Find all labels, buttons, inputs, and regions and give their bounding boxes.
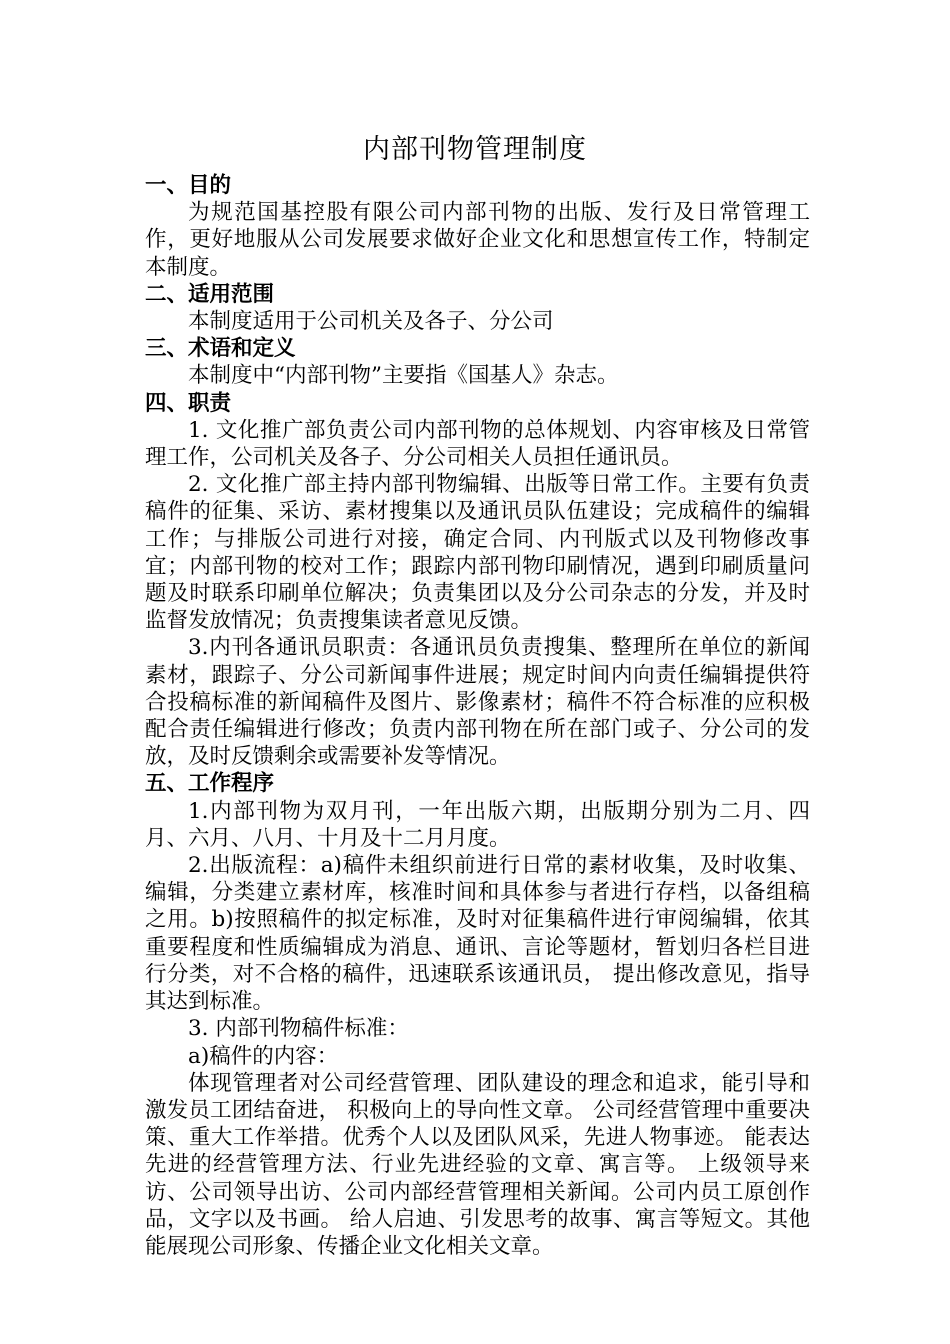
section-purpose — [145, 172, 810, 281]
section-heading: 三、术语和定义 — [145, 336, 296, 362]
section-scope — [145, 281, 810, 335]
section-paragraph: 3. 内部刊物稿件标准： — [188, 1016, 409, 1042]
section-procedure — [145, 770, 810, 1260]
section-paragraph: 2. 文化推广部主持内部刊物编辑、出版等日常工作。主要有负责稿件的征集、采访、素材搜集以及通讯员队伍建设；完成稿件的编辑工作；与排版公司进行对接，确定合同、内刊版式以及刊物修改事宜；内部刊物的校对工作；跟踪内部刊物印刷情况，遇到印刷质量问题及时联系印刷单位解决；负责集团以及分公司杂志的分发，并及时监督发放情况；负责搜集读者意见反馈。 — [145, 472, 810, 634]
section-paragraph: 1. 文化推广部负责公司内部刊物的总体规划、内容审核及日常管理工作，公司机关及各子、分公司相关人员担任通讯员。 — [145, 417, 810, 471]
section-paragraph: 1.内部刊物为双月刊，一年出版六期，出版期分别为二月、四月、六月、八月、十月及十二月月度。 — [145, 798, 810, 851]
section-responsibilities — [145, 390, 810, 771]
section-paragraph: 3.内刊各通讯员职责：各通讯员负责搜集、整理所在单位的新闻素材，跟踪子、分公司新闻事件进展；规定时间内向责任编辑提供符合投稿标准的新闻稿件及图片、影像素材；稿件不符合标准的应积极配合责任编辑进行修改；负责内部刊物在所在部门或子、分公司的发放，及时反馈剩余或需要补发等情况。 — [145, 635, 810, 770]
section-heading: 四、职责 — [145, 390, 232, 416]
document-body — [145, 172, 810, 1260]
section-paragraph: a)稿件的内容： — [188, 1043, 339, 1069]
section-paragraph: 本制度适用于公司机关及各子、分公司 — [188, 309, 554, 335]
document-title: 内部刊物管理制度 — [363, 134, 587, 165]
section-paragraph: 本制度中“内部刊物”主要指《国基人》杂志。 — [188, 363, 619, 389]
section-heading: 二、适用范围 — [145, 281, 275, 307]
section-heading: 五、工作程序 — [145, 771, 275, 797]
section-definitions — [145, 335, 810, 389]
section-paragraph: 2.出版流程：a)稿件未组织前进行日常的素材收集，及时收集、编辑，分类建立素材库，核准时间和具体参与者进行存档，以备组稿之用。b)按照稿件的拟定标准，及时对征集稿件进行审阅编辑，依其重要程度和性质编辑成为消息、通讯、言论等题材，暂划归各栏目进行分类，对不合格的稿件，迅速联系该通讯员， 提出修改意见，指导其达到标准。 — [145, 853, 810, 1015]
section-heading: 一、目的 — [145, 173, 232, 198]
section-paragraph: 体现管理者对公司经营管理、团队建设的理念和追求，能引导和激发员工团结奋进， 积极向上的导向性文章。 公司经营管理中重要决策、重大工作举措。优秀个人以及团队风采，先进人物事迹。 能表达先进的经营管理方法、行业先进经验的文章、寓言等。 上级领导来访、公司领导出访、公司内部经营管理相关新闻。公司内员工原创作品，文字以及书画。 给人启迪、引发思考的故事、寓言等短文。其他能展现公司形象、传播企业文化相关文章。 — [145, 1070, 810, 1259]
section-paragraph: 为规范国基控股有限公司内部刊物的出版、发行及日常管理工作，更好地服从公司发展要求做好企业文化和思想宣传工作，特制定本制度。 — [145, 200, 810, 280]
